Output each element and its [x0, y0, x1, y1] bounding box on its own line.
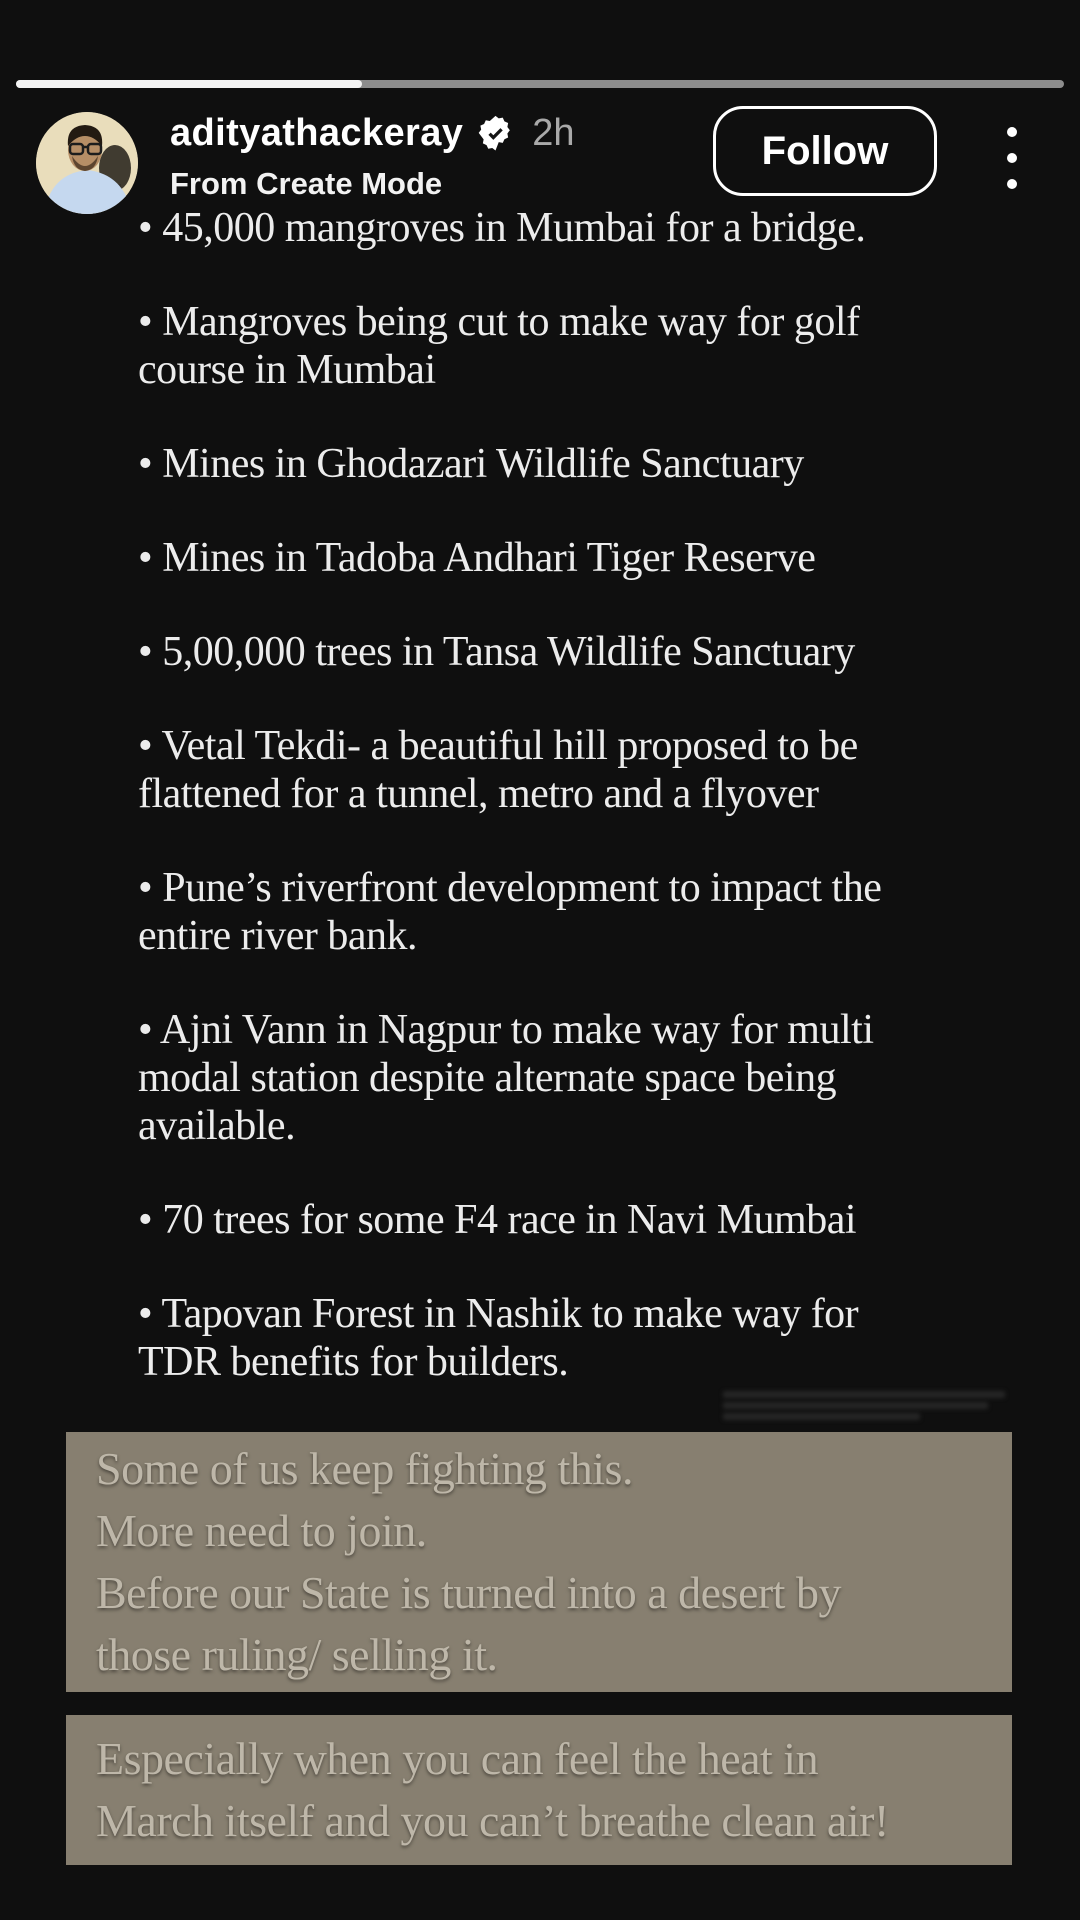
- caption-line: March itself and you can’t breathe clean air!: [96, 1795, 889, 1846]
- list-line: • Pune’s riverfront development to impact the: [138, 865, 882, 911]
- list-item: [138, 722, 881, 818]
- caption-line: More need to join.: [96, 1505, 427, 1556]
- caption-line: those ruling/ selling it.: [96, 1629, 498, 1680]
- kebab-menu-icon: [1007, 127, 1017, 137]
- list-line: flattened for a tunnel, metro and a flyover: [138, 771, 819, 817]
- list-item: [138, 1290, 881, 1386]
- list-item: [138, 864, 881, 960]
- story-caption-box: [66, 1715, 1012, 1865]
- list-item: [138, 628, 881, 676]
- profile-avatar[interactable]: [36, 112, 138, 214]
- follow-button[interactable]: Follow: [713, 106, 937, 196]
- list-line: course in Mumbai: [138, 347, 436, 393]
- list-item: [138, 534, 881, 582]
- verified-badge-icon: [477, 115, 514, 152]
- story-text-list: [138, 204, 881, 1432]
- list-line: • 5,00,000 trees in Tansa Wildlife Sanctuary: [138, 629, 855, 675]
- list-item: [138, 440, 881, 488]
- caption-line: Some of us keep fighting this.: [96, 1443, 633, 1494]
- list-line: • Vetal Tekdi- a beautiful hill proposed to be: [138, 723, 858, 769]
- story-caption-box: [66, 1432, 1012, 1692]
- list-line: entire river bank.: [138, 913, 418, 959]
- list-item: [138, 1196, 881, 1244]
- list-line: • Mangroves being cut to make way for golf: [138, 299, 860, 345]
- username[interactable]: adityathackeray: [170, 111, 464, 154]
- list-line: available.: [138, 1103, 296, 1149]
- caption-line: Before our State is turned into a desert by: [96, 1567, 841, 1618]
- list-line: • Mines in Ghodazari Wildlife Sanctuary: [138, 441, 804, 487]
- create-mode-label: From Create Mode: [170, 166, 443, 201]
- story-header: [170, 105, 575, 161]
- story-options-button[interactable]: [998, 127, 1026, 189]
- list-line: • 45,000 mangroves in Mumbai for a bridge.: [138, 205, 866, 251]
- list-line: • Ajni Vann in Nagpur to make way for multi: [138, 1007, 874, 1053]
- avatar-image: [36, 112, 138, 214]
- list-item: [138, 298, 881, 394]
- list-line: • Mines in Tadoba Andhari Tiger Reserve: [138, 535, 816, 581]
- list-item: [138, 204, 881, 252]
- list-line: TDR benefits for builders.: [138, 1339, 569, 1385]
- blurred-watermark: [723, 1391, 1005, 1424]
- story-timestamp: 2h: [532, 111, 575, 154]
- caption-line: Especially when you can feel the heat in: [96, 1733, 819, 1784]
- list-line: • Tapovan Forest in Nashik to make way for: [138, 1291, 859, 1337]
- list-line: • 70 trees for some F4 race in Navi Mumbai: [138, 1197, 857, 1243]
- list-item: [138, 1006, 881, 1150]
- list-line: modal station despite alternate space being: [138, 1055, 837, 1101]
- story-progress-bar[interactable]: [16, 80, 1064, 88]
- story-progress-fill: [16, 80, 362, 88]
